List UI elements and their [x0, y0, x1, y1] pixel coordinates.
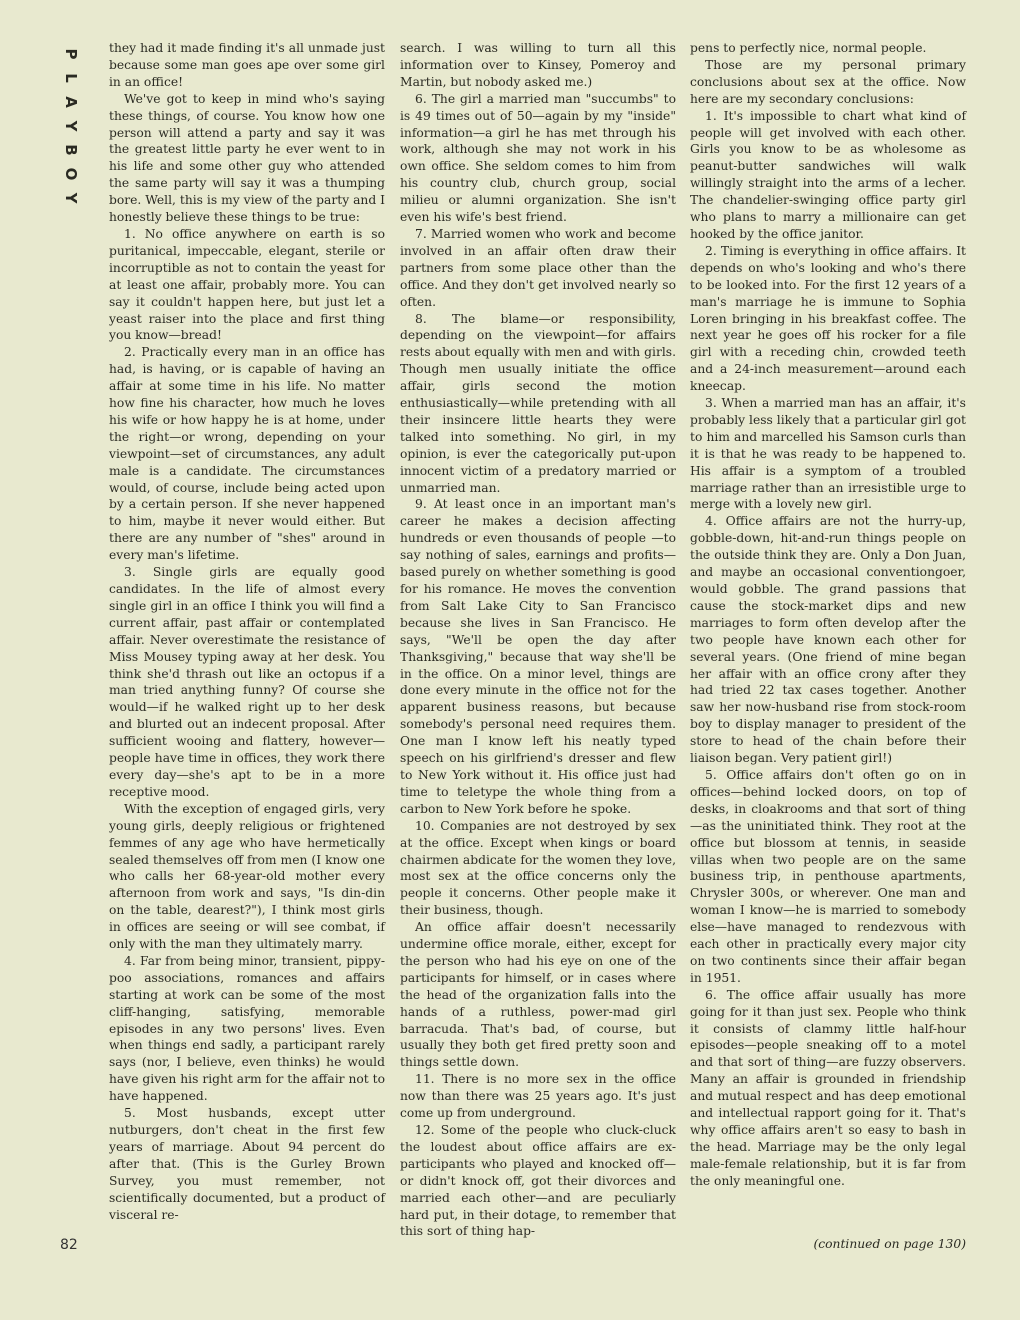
- text-column-2: [400, 40, 676, 1240]
- paragraph: 1. It's impossible to chart what kind of people will get involved with each other. Girls you know to be as wholesome as peanut-butter sandwiches will walk willingly straight into the arms of a lecher. The chandelier-swinging office party girl who plans to marry a millionaire can get hooked by the office janitor.: [690, 108, 966, 241]
- masthead-vertical: [58, 42, 84, 210]
- paragraph: 1. No office anywhere on earth is so puritanical, impeccable, elegant, sterile or incorruptible as not to contain the yeast for at least one affair, probably more. You can say it couldn't happen here, but just let a yeast raiser into the place and first thing you know—bread!: [109, 226, 385, 343]
- paragraph: 10. Companies are not destroyed by sex at the office. Except when kings or board chairmen abdicate for the women they love, most sex at the office concerns only the people it concerns. Other people make it their business, though.: [400, 818, 676, 918]
- paragraph: 6. The office affair usually has more going for it than just sex. People who think it consists of clammy little half-hour episodes—people sneaking off to a motel and that sort of thing—are fuzzy observers. Many an affair is grounded in friendship and mutual respect and has deep emotional and intellectual rapport going for it. That's why office affairs aren't so easy to bash in the head. Marriage may be the only legal male-female relationship, but it is far from the only meaningful one.: [690, 987, 966, 1188]
- continued-note: (continued on page 130): [813, 1237, 966, 1251]
- paragraph: 4. Office affairs are not the hurry-up, gobble-down, hit-and-run things people on the outside think they are. Only a Don Juan, and maybe an occasional conventiongoer, would gobble. The grand passions that cause the stock-market dips and new marriages to form often develop after the two people have known each other for several years. (One friend of mine began her affair with an office crony after they had tried 22 tax cases together. Another saw her now-husband rise from stock-room boy to display manager to president of the store to head of the chain before their liaison began. Very patient girl!): [690, 514, 966, 766]
- paragraph: 12. Some of the people who cluck-cluck the loudest about office affairs are ex-participants who played and knocked off—or didn't knock off, got their divorces and married each other—and are peculiarly hard put, in their dotage, to remember that this sort of thing hap-: [400, 1123, 676, 1239]
- text-column-1: [109, 40, 385, 1223]
- paragraph: 9. At least once in an important man's career he makes a decision affecting hundreds or even thousands of people —to say nothing of sales, earnings and profits—based purely on whether something is good for his romance. He moves the convention from Salt Lake City to San Francisco because she lives in San Francisco. He says, "We'll be open the day after Thanksgiving," because that way she'll be in the office. On a minor level, things are done every minute in the office not for the apparent business reasons, but because somebody's personal need requires them. One man I know left his neatly typed speech on his girlfriend's dresser and flew to New York without it. His office just had time to teletype the whole thing from a carbon to New York before he spoke.: [400, 497, 676, 816]
- text-column-3: [690, 40, 966, 1190]
- paragraph: 2. Practically every man in an office has had, is having, or is capable of having an affair at some time in his life. No matter how fine his character, how much he loves his wife or how happy he is at home, under the right—or wrong, depending on your viewpoint—set of circumstances, any adult male is a candidate. The circumstances would, of course, include being acted upon by a certain person. If she never happened to him, maybe it never would either. But there are any number of "shes" around in every man's lifetime.: [109, 345, 385, 563]
- masthead-letter: A: [62, 96, 80, 108]
- paragraph: 4. Far from being minor, transient, pippy-poo associations, romances and affairs starting at work can be some of the most cliff-hanging, satisfying, memorable episodes in any two persons' lives. Even when things end sadly, a participant rarely says (nor, I believe, even thinks) he would have given his right arm for the affair not to have happened.: [109, 953, 385, 1104]
- paragraph: An office affair doesn't necessarily undermine office morale, either, except for the person who had his eye on one of the participants for himself, or in cases where the head of the organization falls into the hands of a ruthless, power-mad girl barracuda. That's bad, of course, but usually they both get fired pretty soon and things settle down.: [400, 920, 676, 1070]
- paragraph: 2. Timing is everything in office affairs. It depends on who's looking and who's there to be looked into. For the first 12 years of a man's marriage he is immune to Sophia Loren bringing in his breakfast coffee. The next year he goes off his rocker for a file girl with a receding chin, crowded teeth and a 24-inch measurement—around each kneecap.: [690, 243, 966, 394]
- masthead-letter: Y: [62, 192, 80, 204]
- paragraph: With the exception of engaged girls, very young girls, deeply religious or frightened femmes of any age who have hermetically sealed themselves off from men (I know one who calls her 68-year-old mother every afternoon from work and says, "Is din-din on the table, dearest?"), I think most girls in offices are seeing or will see combat, if only with the man they ultimately marry.: [109, 801, 385, 952]
- paragraph: 8. The blame—or responsibility, depending on the viewpoint—for affairs rests about equally with men and with girls. Though men usually initiate the office affair, girls second the motion enthusiastically—while pretending with all their insincere little hearts they were talked into something. No girl, in my opinion, is ever the categorically put-upon innocent victim of a predatory married or unmarried man.: [400, 311, 676, 495]
- paragraph: 3. Single girls are equally good candidates. In the life of almost every single girl in an office I think you will find a current affair, past affair or contemplated affair. Never overestimate the resistance of Miss Mousey typing away at her desk. You think she'd thrash out like an octopus if a man tried anything funny? Of course she would—if he walked right up to her desk and blurted out an indecent proposal. After sufficient wooing and flattery, however—people have time in offices, they work there every day—she's apt to be in a more receptive mood.: [109, 565, 385, 799]
- masthead-letter: O: [62, 167, 80, 181]
- paragraph: Those are my personal primary conclusions about sex at the office. Now here are my secondary conclusions:: [690, 57, 966, 106]
- paragraph: 11. There is no more sex in the office now than there was 25 years ago. It's just come up from underground.: [400, 1072, 676, 1121]
- paragraph: 5. Most husbands, except utter nutburgers, don't cheat in the first few years of marriage. About 94 percent do after that. (This is the Gurley Brown Survey, you must remember, not scientifically documented, but a product of visceral re-: [109, 1106, 385, 1222]
- masthead-letter: Y: [62, 120, 80, 132]
- paragraph: pens to perfectly nice, normal people.: [690, 41, 927, 55]
- paragraph: 7. Married women who work and become involved in an affair often draw their partners from some place other than the office. And they don't get involved nearly so often.: [400, 226, 676, 309]
- masthead-letter: B: [62, 144, 80, 156]
- paragraph: We've got to keep in mind who's saying these things, of course. You know how one person will attend a party and say it was the greatest little party he ever went to in his life and some other guy who attended the same party will say it was a thumping bore. Well, this is my view of the party and I honestly believe these things to be true:: [109, 91, 385, 225]
- paragraph: they had it made finding it's all unmade just because some man goes ape over some girl in an office!: [109, 41, 385, 89]
- paragraph: search. I was willing to turn all this information over to Kinsey, Pomeroy and Martin, but nobody asked me.): [400, 41, 676, 89]
- paragraph: 5. Office affairs don't often go on in offices—behind locked doors, on top of desks, in cloakrooms and that sort of thing—as the uninitiated think. They root at the office but blossom at tennis, in seaside villas when two people are on the same business trip, in penthouse apartments, Chrysler 300s, or wherever. One man and woman I know—he is married to somebody else—have managed to rendezvous with each other in practically every major city on two continents since their affair began in 1951.: [690, 767, 966, 985]
- paragraph: 3. When a married man has an affair, it's probably less likely that a particular girl got to him and marcelled his Samson curls than it is that he was ready to be happened to. His affair is a symptom of a troubled marriage rather than an irresistible urge to merge with a lovely new girl.: [690, 396, 966, 512]
- page-number: 82: [60, 1237, 78, 1253]
- paragraph: 6. The girl a married man "succumbs" to is 49 times out of 50—again by my "inside" information—a girl he has met through his work, although she may not work in his own office. She seldom comes to him from his country club, church group, social milieu or alumni organization. She isn't even his wife's best friend.: [400, 91, 676, 225]
- masthead-letter: L: [62, 73, 80, 83]
- masthead-letter: P: [62, 48, 80, 60]
